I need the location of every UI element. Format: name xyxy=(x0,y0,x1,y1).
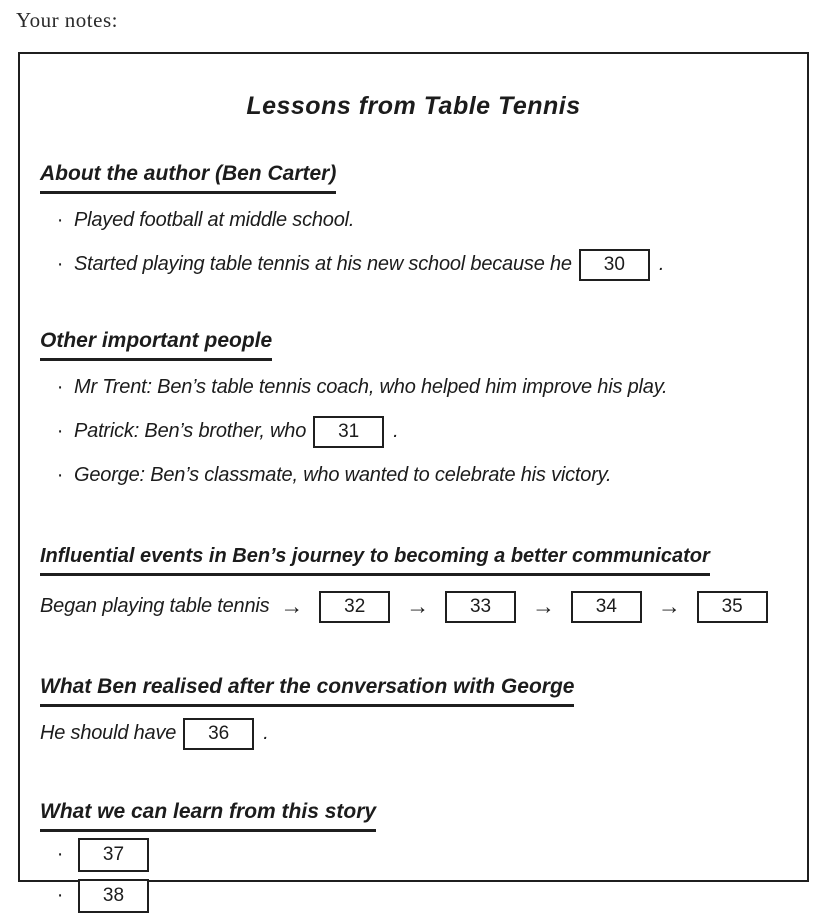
bullet-dot: · xyxy=(56,209,64,231)
note-line xyxy=(40,458,787,493)
blank-box-31: 31 xyxy=(313,416,384,448)
bullet-dot: · xyxy=(56,253,64,275)
blank-box-30: 30 xyxy=(579,249,650,281)
blank-box-35: 35 xyxy=(697,591,768,623)
note-line xyxy=(40,247,787,282)
section-what-we-learn xyxy=(40,799,787,914)
line-text-tail: . xyxy=(658,253,665,275)
bullet-dot: · xyxy=(56,420,64,442)
bullet-dot: · xyxy=(56,843,64,865)
blank-box-36: 36 xyxy=(183,718,254,750)
note-line xyxy=(40,414,787,449)
events-flow-row xyxy=(40,589,787,624)
notes-box xyxy=(18,52,809,906)
note-line xyxy=(40,716,787,751)
section-heading-text: Influential events in Ben’s journey to becoming a better communicator xyxy=(40,543,710,576)
blank-box-34: 34 xyxy=(571,591,642,623)
section-heading-text: Other important people xyxy=(40,328,272,361)
arrow-right-icon: → xyxy=(280,593,304,619)
section-other-people xyxy=(40,328,787,493)
line-text: Played football at middle school. xyxy=(74,209,355,231)
bullet-dot: · xyxy=(56,464,64,486)
line-text: Started playing table tennis at his new school because he xyxy=(74,253,572,275)
note-line xyxy=(40,877,787,914)
blank-box-32: 32 xyxy=(319,591,390,623)
blank-box-37: 37 xyxy=(78,838,149,872)
line-text: Patrick: Ben’s brother, who xyxy=(74,420,307,442)
section-heading-about xyxy=(40,161,787,194)
line-text-tail: . xyxy=(263,722,269,744)
bullet-dot: · xyxy=(56,884,64,906)
section-about-author xyxy=(40,161,787,282)
arrow-right-icon: → xyxy=(657,593,681,619)
blank-box-33: 33 xyxy=(445,591,516,623)
section-heading-realised xyxy=(40,674,787,707)
note-line xyxy=(40,836,787,873)
section-heading-text: What we can learn from this story xyxy=(40,799,376,832)
note-line xyxy=(40,370,787,405)
section-heading-text: What Ben realised after the conversation with George xyxy=(40,674,574,707)
section-heading-events xyxy=(40,543,787,576)
arrow-right-icon: → xyxy=(406,593,430,619)
line-text: He should have xyxy=(40,722,177,744)
section-heading-lesson xyxy=(40,799,787,832)
section-ben-realised xyxy=(40,674,787,751)
flow-start-text: Began playing table tennis xyxy=(40,595,270,617)
page-label: Your notes: xyxy=(16,8,118,32)
line-text-tail: . xyxy=(393,420,399,442)
section-heading-people xyxy=(40,328,787,361)
bullet-dot: · xyxy=(56,376,64,398)
blank-box-38: 38 xyxy=(78,879,149,913)
arrow-right-icon: → xyxy=(532,593,555,619)
section-heading-text: About the author (Ben Carter) xyxy=(40,161,336,194)
line-text: George: Ben’s classmate, who wanted to celebrate his victory. xyxy=(74,464,612,486)
note-line xyxy=(40,203,787,238)
section-influential-events xyxy=(40,543,787,624)
line-text: Mr Trent: Ben’s table tennis coach, who helped him improve his play. xyxy=(74,376,668,398)
note-title: Lessons from Table Tennis xyxy=(246,92,581,120)
